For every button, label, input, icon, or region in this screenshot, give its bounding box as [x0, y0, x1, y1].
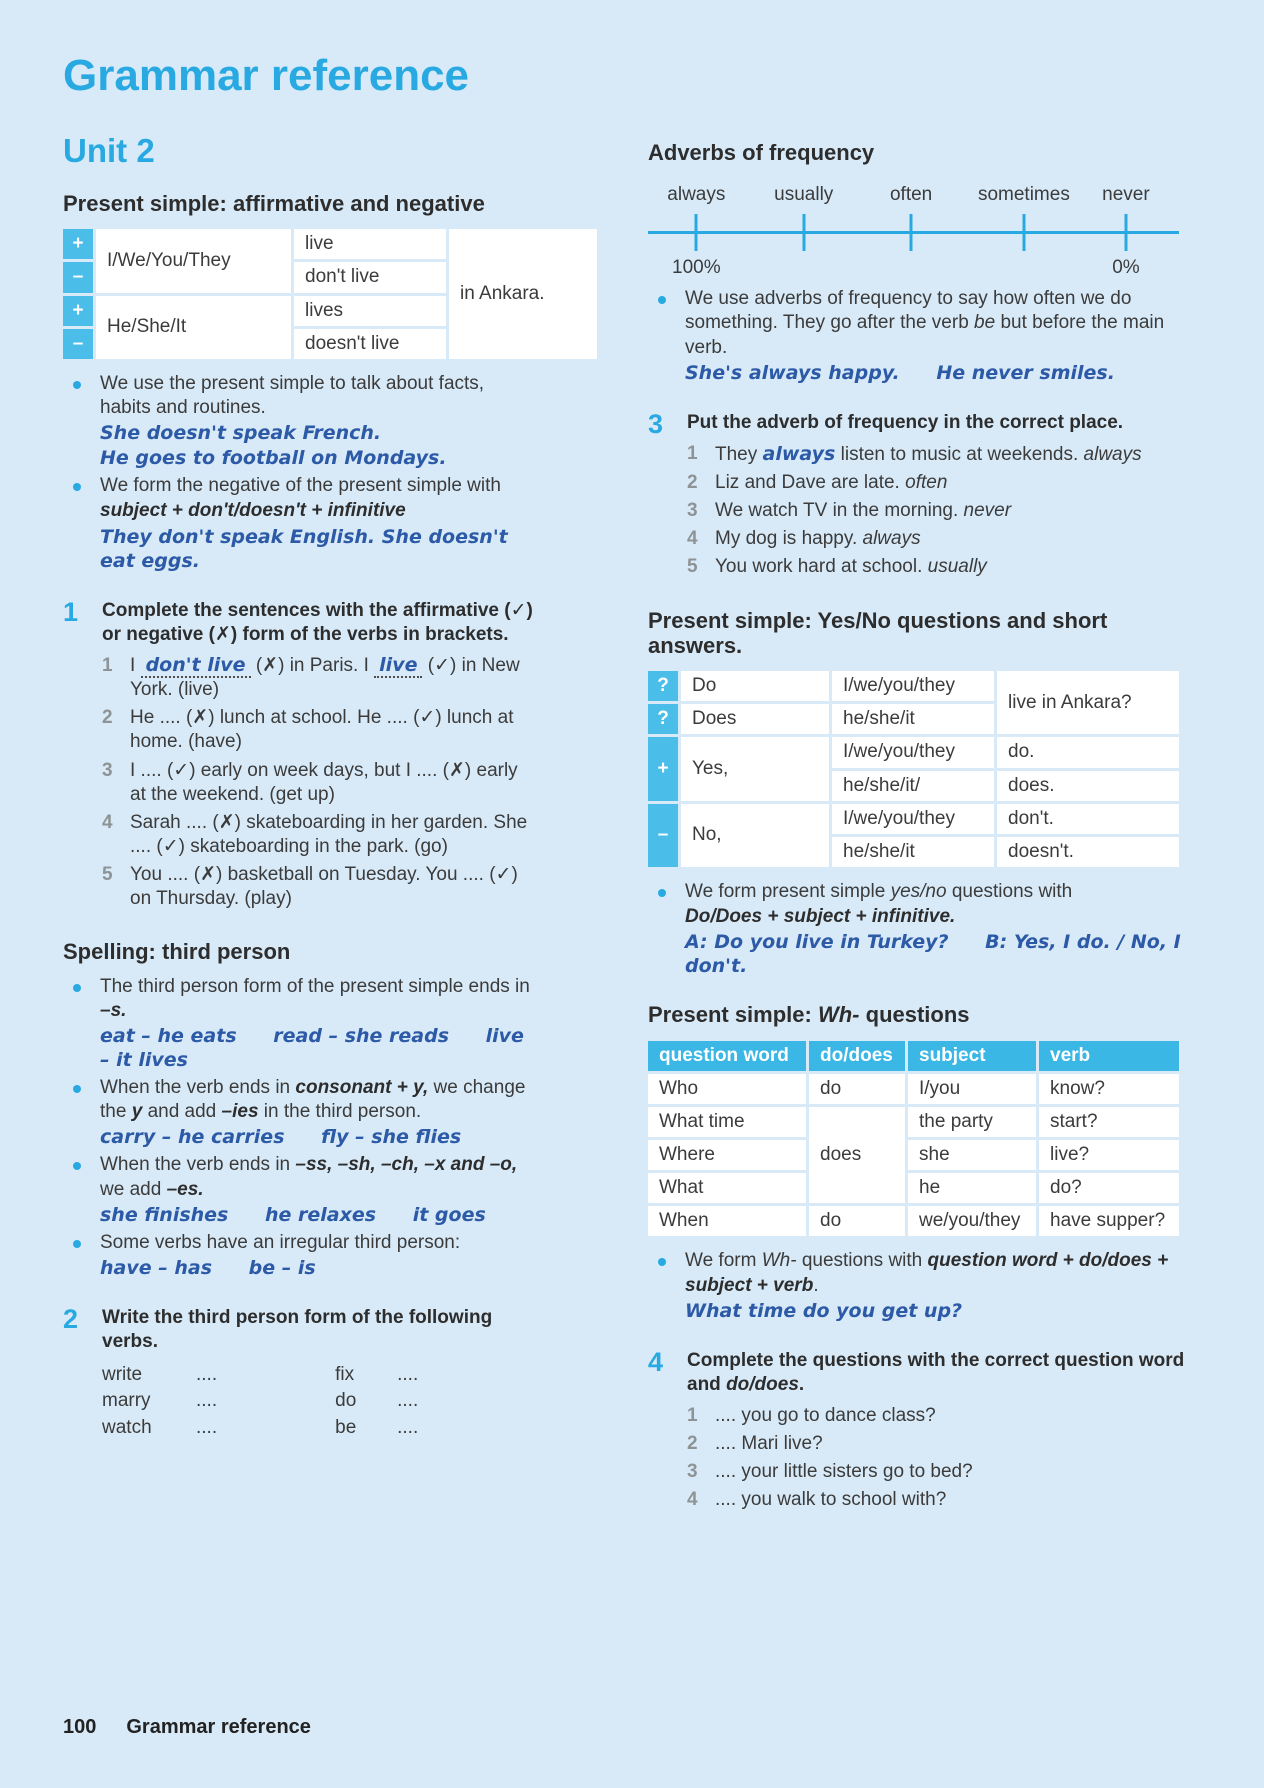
exercise-item: 3 We watch TV in the morning. never — [687, 500, 1012, 522]
handwritten-answer: don't live — [141, 654, 251, 678]
exercise-item: 5 You .... (✗) basketball on Tuesday. You .... (✓) on Thursday. (play) — [102, 863, 533, 911]
bullet-yesno-form: We form present simple yes/no questions with Do/Does + subject + infinitive. A: Do you live in Turkey? B: Yes, I do. / No, I don't. — [648, 880, 1185, 979]
unit-title: Unit 2 — [63, 132, 155, 169]
column-header: question word — [648, 1041, 806, 1071]
adverb-prompt: usually — [927, 556, 987, 578]
scale-label: sometimes — [977, 184, 1070, 206]
bullet-spelling-es: When the verb ends in –ss, –sh, –ch, –x and –o, we add –es. she finishes he relaxes it goes — [63, 1153, 533, 1226]
exercise-1 — [63, 596, 533, 916]
grammar-formula: question word + do/does + subject + verb — [685, 1250, 1169, 1296]
sign-cell-affirmative: + — [63, 229, 93, 259]
sign-cell-negative: – — [63, 329, 93, 359]
grammar-formula: –s. — [100, 999, 127, 1021]
verb-row: write .... — [102, 1363, 217, 1387]
right-column — [648, 134, 1185, 1517]
example-line: have – has be – is — [100, 1256, 316, 1279]
exercise-number: 2 — [63, 1304, 79, 1335]
exercise-title: Put the adverb of frequency in the correct place. — [687, 411, 1124, 433]
section-heading-wh: Present simple: Wh- questions — [648, 1002, 970, 1028]
section-heading-spelling: Spelling: third person — [63, 939, 291, 965]
exercise-item: 4 .... you walk to school with? — [687, 1489, 947, 1511]
page-number: 100 — [63, 1715, 97, 1738]
bullet-spelling-irregular: Some verbs have an irregular third person: have – has be – is — [63, 1231, 533, 1280]
example-line: carry – he carries fly – she flies — [100, 1126, 462, 1149]
verb-row: do .... — [335, 1389, 418, 1413]
two-column-layout — [63, 134, 1201, 1517]
grammar-formula: subject + don't/doesn't + infinitive — [100, 500, 406, 522]
exercise-item: 4 My dog is happy. always — [687, 528, 921, 550]
yes-no-table: ? Do I/we/you/they live in Ankara? ? Does he/she/it + Yes, I/we/you/they do. he/she/it/ does. – No, I/we/you/they don't. he/she/it doesn't. — [645, 668, 1182, 870]
verb-cell: live — [294, 229, 446, 259]
bullet-spelling-s: The third person form of the present simple ends in –s. eat – he eats read – she reads live – it lives — [63, 975, 533, 1073]
item-number: 4 — [102, 811, 113, 833]
handwritten-answer: always — [762, 442, 836, 465]
bullet-text: We form the negative of the present simple with — [100, 475, 501, 497]
item-number: 3 — [102, 759, 113, 781]
sign-cell-affirmative: + — [63, 296, 93, 326]
frequency-scale — [648, 183, 1185, 285]
verb-row: be .... — [335, 1416, 418, 1440]
exercise-item: 4 Sarah .... (✗) skateboarding in her garden. She .... (✓) skateboarding in the park. (go) — [102, 811, 533, 859]
verb-cell: lives — [294, 296, 446, 326]
scale-line — [648, 231, 1179, 234]
exercise-item: 1 They always listen to music at weekends. always — [687, 442, 1142, 465]
verb-cell: don't live — [294, 262, 446, 292]
scale-label: usually — [774, 184, 834, 206]
sign-cell-negative: – — [63, 262, 93, 292]
scale-label: never — [1102, 184, 1150, 206]
verb-row: fix .... — [335, 1363, 418, 1387]
adverb-prompt: often — [905, 472, 948, 494]
exercise-item: 5 You work hard at school. usually — [687, 556, 987, 578]
verb-cell: doesn't live — [294, 329, 446, 359]
example-line: eat – he eats read – she reads live – it lives — [100, 1024, 524, 1071]
bullet-present-simple-use — [63, 372, 533, 471]
bullet-adverbs-use: We use adverbs of frequency to say how often we do something. They go after the verb be but before the main verb. She's always happy. He never smiles. — [648, 287, 1185, 385]
exercise-item: 1 I don't live (✗) in Paris. I live (✓) in New York. (live) — [102, 654, 533, 702]
example-line: she finishes he relaxes it goes — [100, 1203, 486, 1226]
exercise-item: 2 He .... (✗) lunch at school. He .... (✓) lunch at home. (have) — [102, 706, 533, 754]
footer-label: Grammar reference — [126, 1715, 311, 1738]
subject-cell: I/We/You/They — [96, 229, 291, 292]
column-header: subject — [908, 1041, 1036, 1071]
answer-blank: .... — [196, 1364, 218, 1386]
wh-questions-table: question word do/does subject verb Who do I/you know? What time does the party start? Where she live? What he do? When do we/you/they have supper? — [645, 1038, 1182, 1240]
sign-cell-question: ? — [648, 704, 678, 734]
complement-cell: in Ankara. — [449, 229, 597, 359]
exercise-title: Complete the sentences with the affirmative (✓) or negative (✗) form of the verbs in brackets. — [102, 599, 533, 645]
grammar-formula: Do/Does + subject + infinitive. — [685, 906, 956, 928]
exercise-2 — [63, 1306, 533, 1442]
answer-blank: .... — [196, 1416, 218, 1438]
section-heading-present-simple: Present simple: affirmative and negative — [63, 191, 485, 216]
adverb-prompt: always — [1083, 443, 1142, 465]
example-sentence: She doesn't speak French. — [100, 422, 382, 445]
subject-cell: He/She/It — [96, 296, 291, 359]
bullet-spelling-ies: When the verb ends in consonant + y, we change the y and add –ies in the third person. carry – he carries fly – she flies — [63, 1076, 533, 1149]
verb-row: marry .... — [102, 1389, 217, 1413]
left-column — [63, 132, 545, 1442]
scale-label: always — [667, 184, 726, 206]
handwritten-answer: live — [374, 654, 422, 678]
scale-percent-right: 0% — [1112, 257, 1140, 279]
column-header: do/does — [809, 1041, 905, 1071]
exercise-item: 2 Liz and Dave are late. often — [687, 472, 948, 494]
answer-blank: .... — [397, 1416, 419, 1438]
sign-cell-question: ? — [648, 671, 678, 701]
exercise-number: 1 — [63, 596, 79, 627]
exercise-item: 3 I .... (✓) early on week days, but I .... (✗) early at the weekend. (get up) — [102, 759, 533, 807]
bullet-text: We use the present simple to talk about facts, habits and routines. — [100, 372, 485, 418]
example-line: What time do you get up? — [685, 1299, 963, 1322]
page-title: Grammar reference — [63, 51, 470, 100]
page-footer — [63, 1715, 311, 1740]
present-simple-table — [60, 226, 600, 362]
exercise-title: Write the third person form of the following verbs. — [102, 1307, 493, 1353]
example-sentence: They don't speak English. She doesn't eat eggs. — [100, 525, 508, 572]
verb-row: watch .... — [102, 1416, 217, 1440]
section-heading-yesno: Present simple: Yes/No questions and short answers. — [648, 607, 1108, 658]
exercise-4 — [648, 1346, 1185, 1517]
answer-blank: .... — [397, 1364, 419, 1386]
bullet-negative-form — [63, 474, 533, 573]
example-line: A: Do you live in Turkey? B: Yes, I do. / No, I don't. — [685, 931, 1181, 978]
adverb-prompt: always — [862, 528, 921, 550]
exercise-number: 4 — [648, 1346, 664, 1377]
section-heading-adverbs: Adverbs of frequency — [648, 140, 875, 165]
exercise-item: 2 .... Mari live? — [687, 1433, 823, 1455]
complement-cell: live in Ankara? — [997, 671, 1179, 734]
item-number: 5 — [102, 864, 113, 886]
exercise-3 — [648, 408, 1185, 584]
example-sentence: He goes to football on Mondays. — [100, 447, 447, 470]
verb-list — [102, 1361, 533, 1441]
scale-label: often — [889, 184, 933, 206]
sign-cell-negative: – — [648, 804, 678, 867]
adverb-prompt: never — [963, 500, 1012, 522]
bullet-wh-form: We form Wh- questions with question word + do/does + subject + verb. What time do you get up? — [648, 1249, 1185, 1322]
answer-blank: .... — [196, 1390, 218, 1412]
exercise-item: 1 .... you go to dance class? — [687, 1405, 936, 1427]
scale-percent-left: 100% — [672, 257, 721, 279]
exercise-item: 3 .... your little sisters go to bed? — [687, 1461, 973, 1483]
exercise-title: Complete the questions with the correct question word and do/does. — [687, 1349, 1185, 1395]
answer-blank: .... — [397, 1390, 419, 1412]
item-number: 2 — [102, 707, 113, 729]
item-number: 1 — [102, 655, 113, 677]
exercise-number: 3 — [648, 408, 664, 439]
sign-cell-affirmative: + — [648, 737, 678, 800]
column-header: verb — [1039, 1041, 1179, 1071]
example-line: She's always happy. He never smiles. — [685, 361, 1115, 384]
